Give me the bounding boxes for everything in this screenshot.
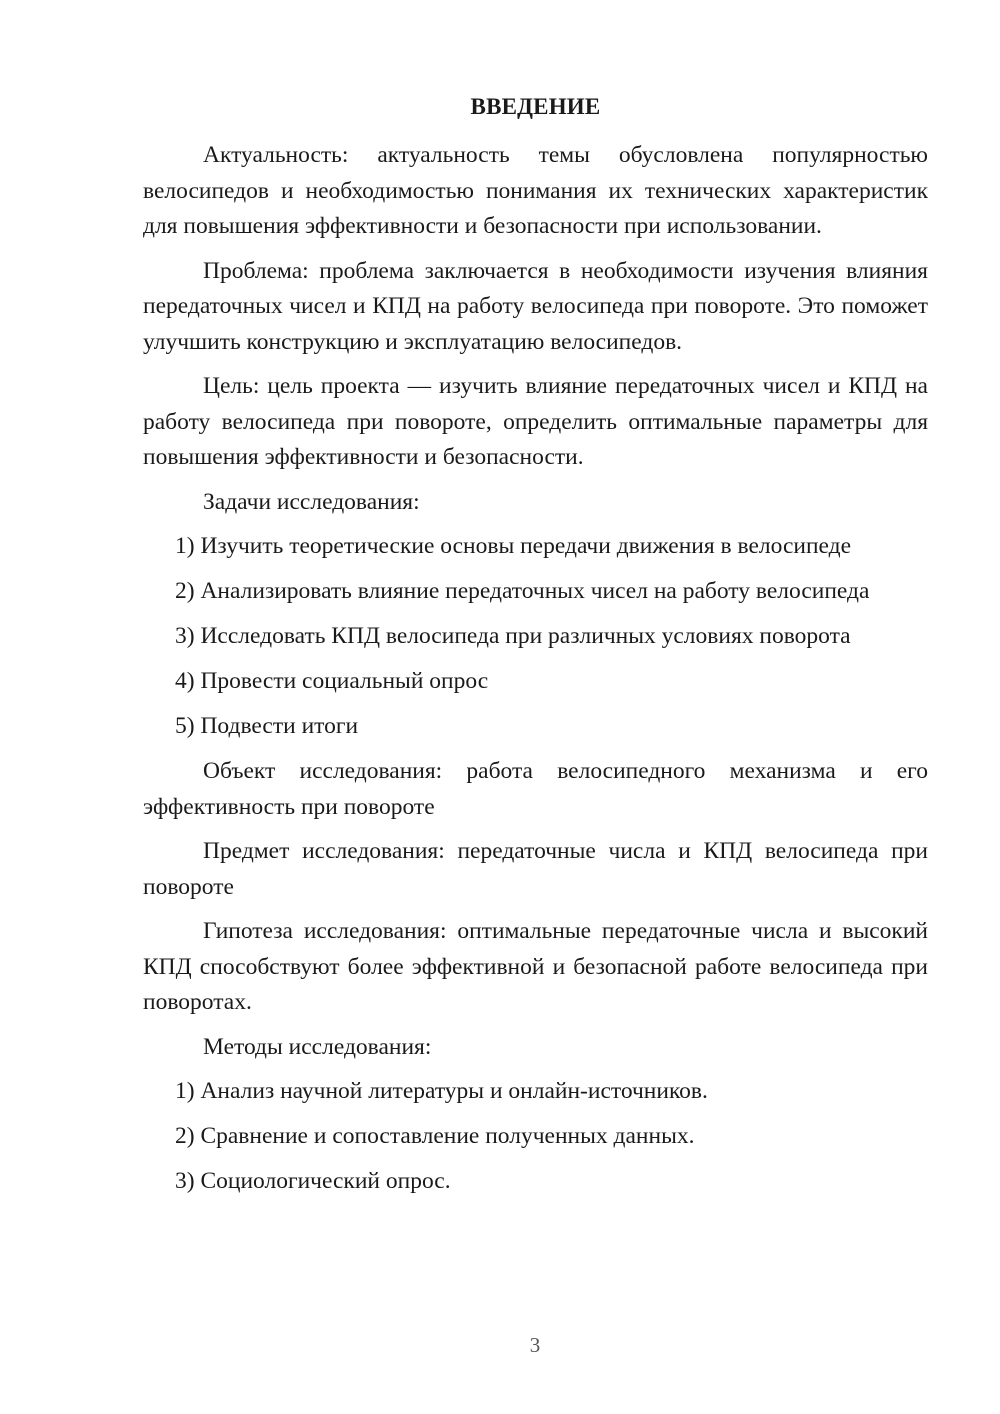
method-item: 3) Социологический опрос. [175,1168,451,1194]
methods-heading: Методы исследования: [203,1033,432,1060]
page-number: 3 [529,1333,541,1357]
paragraph-goal: Цель: цель проекта — изучить влияние передаточных чисел и КПД на работу велосипеда при повороте, определить оптимальные параметры для повышения эффективности и безопасности. [143,373,928,470]
task-item: 5) Подвести итоги [175,713,359,739]
task-item: 4) Провести социальный опрос [175,668,489,694]
method-item: 1) Анализ научной литературы и онлайн-источников. [175,1078,708,1104]
task-item: 3) Исследовать КПД велосипеда при различных условиях поворота [175,623,851,649]
method-item: 2) Сравнение и сопоставление полученных данных. [175,1123,695,1149]
task-item: 1) Изучить теоретические основы передачи движения в велосипеде [175,533,852,559]
paragraph-problem: Проблема: проблема заключается в необходимости изучения влияния передаточных чисел и КПД на работу велосипеда при повороте. Это поможет улучшить конструкцию и эксплуатацию велосипедов. [143,257,928,355]
paragraph-actuality: Актуальность: актуальность темы обусловлена популярностью велосипедов и необходимостью понимания их технических характеристик для повышения эффективности и безопасности при использовании. [143,142,928,239]
paragraph-subject: Предмет исследования: передаточные числа и КПД велосипеда при повороте [143,838,928,900]
paragraph-object: Объект исследования: работа велосипедного механизма и его эффективность при повороте [143,758,928,820]
page-content [143,94,928,1209]
tasks-heading: Задачи исследования: [203,488,420,515]
paragraph-hypothesis: Гипотеза исследования: оптимальные передаточные числа и высокий КПД способствуют более эффективной и безопасной работе велосипеда при поворотах. [143,918,928,1015]
task-item: 2) Анализировать влияние передаточных чисел на работу велосипеда [175,578,870,604]
section-title: ВВЕДЕНИЕ [470,94,601,119]
